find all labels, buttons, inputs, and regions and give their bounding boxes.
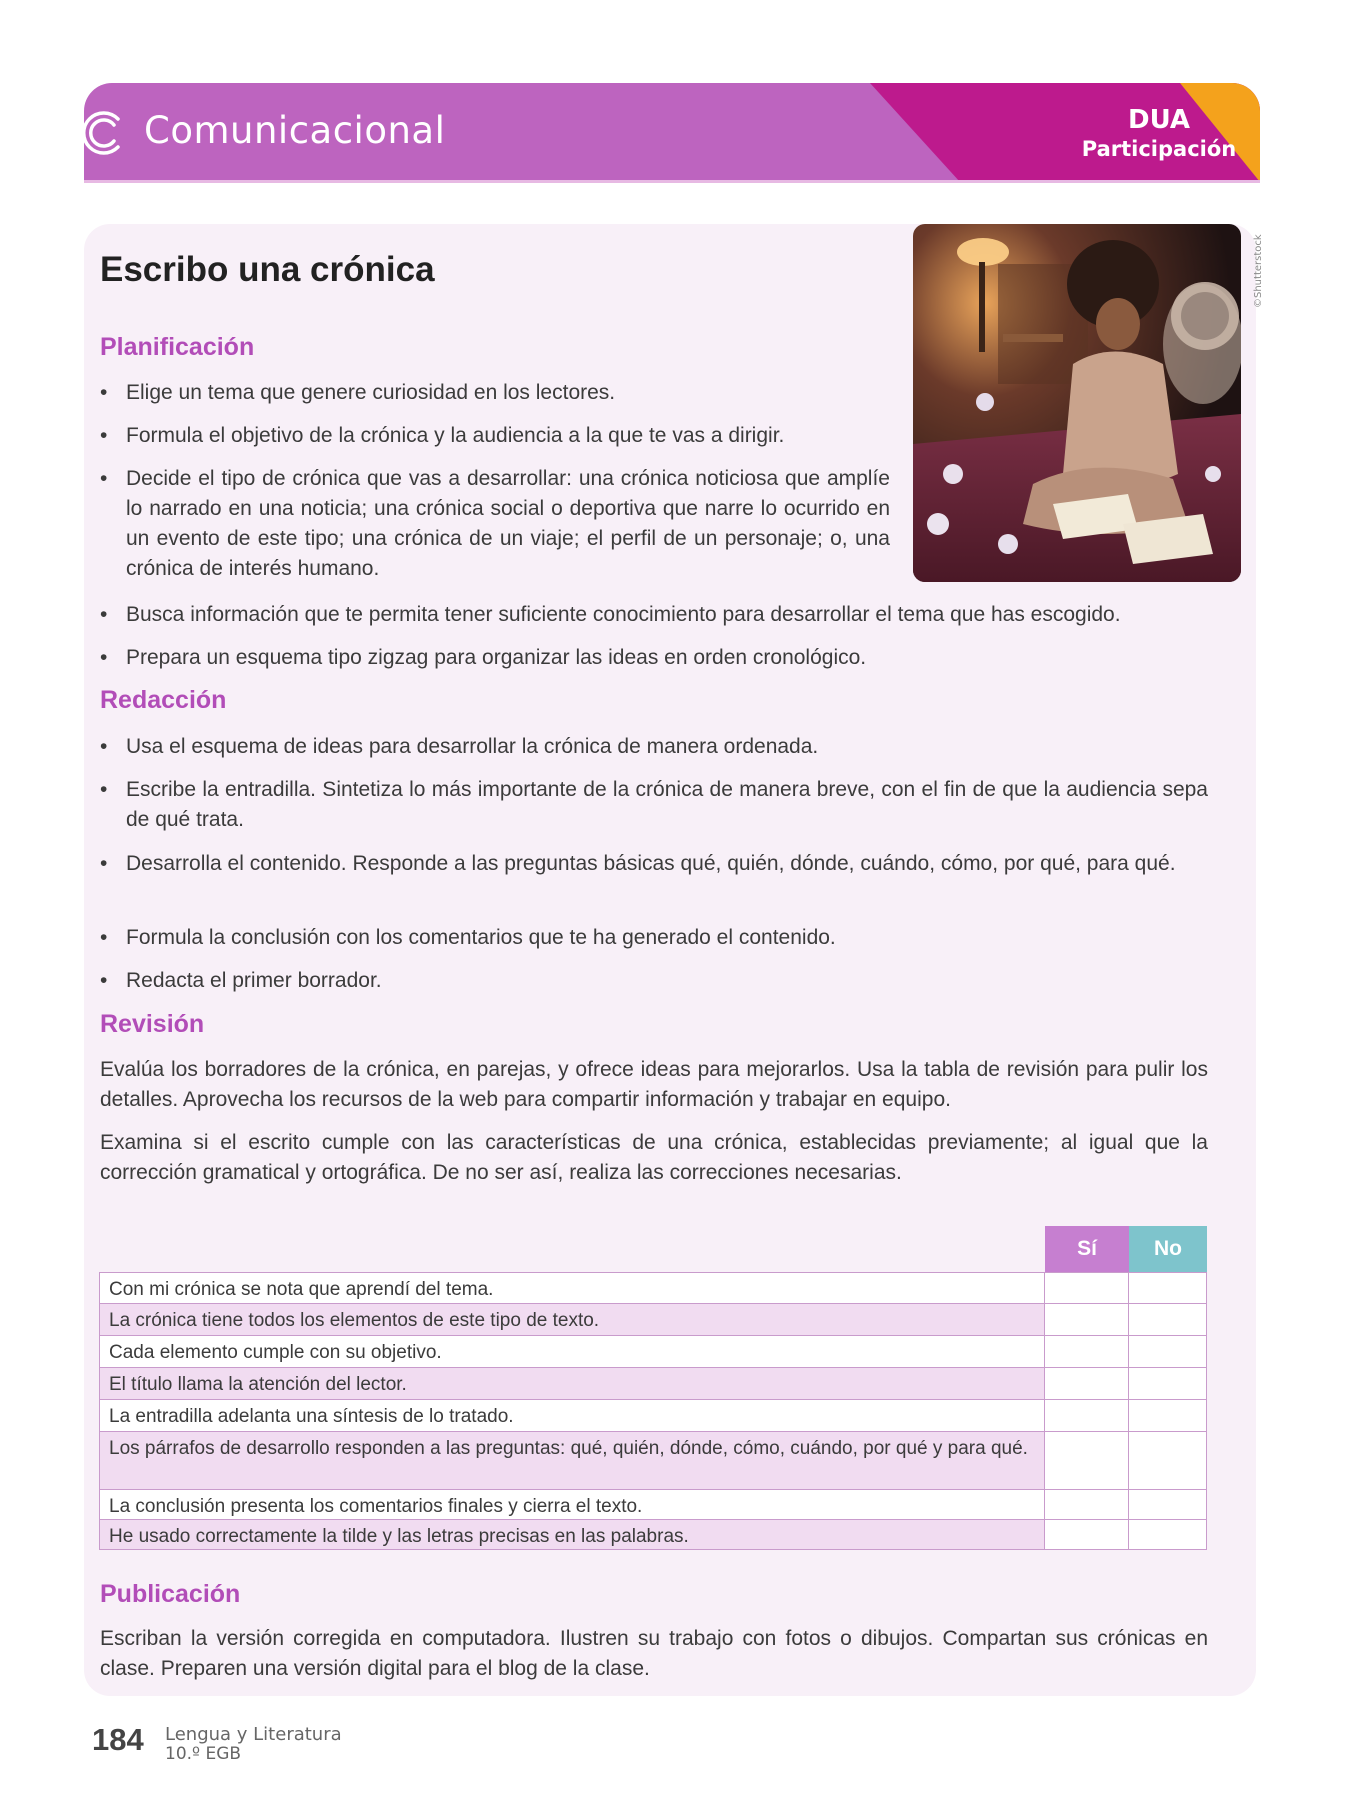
table-row: Los párrafos de desarrollo responden a las preguntas: qué, quién, dónde, cómo, cuándo, por qué y para qué. (99, 1432, 1207, 1490)
table-row: Cada elemento cumple con su objetivo. (99, 1336, 1207, 1368)
column-header-no: No (1129, 1226, 1207, 1272)
revision-paragraph-2: Examina si el escrito cumple con las características de una crónica, establecidas previamente; al igual que la corrección gramatical y ortográfica. De no ser así, realiza las correcciones necesarias. (100, 1131, 1208, 1184)
revision-paragraph-1: Evalúa los borradores de la crónica, en parejas, y ofrece ideas para mejorarlos. Usa la tabla de revisión para pulir los detalles. Aprovecha los recursos de la web para compartir información y trabajar en equipo. (100, 1058, 1208, 1111)
footer-grade: 10.º EGB (165, 1744, 242, 1764)
list-item: • Busca información que te permita tener suficiente conocimiento para desarrollar el tema que has escogido. (100, 603, 1121, 626)
checkbox-yes-cell[interactable] (1045, 1490, 1129, 1519)
section-banner (84, 83, 1260, 182)
publicacion-paragraph: Escriban la versión corregida en computadora. Ilustren su trabajo con fotos o dibujos. Compartan sus crónicas en clase. Preparen una versión digital para el blog de la clase. (100, 1627, 1208, 1680)
dua-sublabel: Participación (1081, 137, 1237, 161)
checkbox-yes-cell[interactable] (1045, 1336, 1129, 1367)
checkbox-no-cell[interactable] (1129, 1400, 1207, 1431)
heading-planificacion: Planificación (100, 333, 255, 361)
checkbox-yes-cell[interactable] (1045, 1432, 1129, 1489)
table-row: La conclusión presenta los comentarios finales y cierra el texto. (99, 1490, 1207, 1520)
table-row: El título llama la atención del lector. (99, 1368, 1207, 1400)
list-item: • Decide el tipo de crónica que vas a desarrollar: una crónica noticiosa que amplíe lo narrado en una noticia; una crónica social o deportiva que narre lo ocurrido en un evento de este tipo; una crónica de un viaje; el perfil de un personaje; o, una crónica de interés humano. (100, 467, 890, 580)
list-item: • Formula el objetivo de la crónica y la audiencia a la que te vas a dirigir. (100, 424, 785, 447)
list-item: • Elige un tema que genere curiosidad en los lectores. (100, 381, 616, 404)
list-item: • Escribe la entradilla. Sintetiza lo más importante de la crónica de manera breve, con el fin de que la audiencia sepa de qué trata. (100, 778, 1208, 831)
writing-girl-photo (913, 224, 1241, 582)
heading-revision: Revisión (100, 1010, 205, 1038)
heading-redaccion: Redacción (100, 686, 227, 714)
list-item: • Usa el esquema de ideas para desarrollar la crónica de manera ordenada. (100, 735, 819, 758)
checkbox-yes-cell[interactable] (1045, 1304, 1129, 1335)
table-row: He usado correctamente la tilde y las letras precisas en las palabras. (99, 1520, 1207, 1550)
list-item: • Redacta el primer borrador. (100, 969, 382, 992)
page-title: Escribo una crónica (100, 250, 435, 289)
checkbox-yes-cell[interactable] (1045, 1400, 1129, 1431)
table-row: La crónica tiene todos los elementos de este tipo de texto. (99, 1304, 1207, 1336)
heading-publicacion: Publicación (100, 1580, 241, 1608)
section-title: Comunicacional (144, 109, 446, 152)
checkbox-no-cell[interactable] (1129, 1432, 1207, 1489)
checkbox-no-cell[interactable] (1129, 1368, 1207, 1399)
checkbox-yes-cell[interactable] (1045, 1520, 1129, 1549)
checkbox-no-cell[interactable] (1129, 1520, 1207, 1549)
list-item: • Formula la conclusión con los comentarios que te ha generado el contenido. (100, 926, 836, 949)
banner-divider (84, 180, 1260, 183)
c-letter-icon (84, 105, 134, 161)
column-header-yes: Sí (1045, 1226, 1129, 1272)
checkbox-yes-cell[interactable] (1045, 1368, 1129, 1399)
checkbox-yes-cell[interactable] (1045, 1273, 1129, 1303)
checkbox-no-cell[interactable] (1129, 1273, 1207, 1303)
list-item: • Desarrolla el contenido. Responde a las preguntas básicas qué, quién, dónde, cuándo, cómo, por qué, para qué. (100, 852, 1176, 875)
checkbox-no-cell[interactable] (1129, 1304, 1207, 1335)
table-row: Con mi crónica se nota que aprendí del tema. (99, 1272, 1207, 1304)
checkbox-no-cell[interactable] (1129, 1490, 1207, 1519)
dua-label: DUA (1127, 105, 1191, 135)
photo-credit: ©Shutterstock (1253, 234, 1264, 308)
page-number: 184 (92, 1722, 144, 1757)
table-row: La entradilla adelanta una síntesis de lo tratado. (99, 1400, 1207, 1432)
checkbox-no-cell[interactable] (1129, 1336, 1207, 1367)
list-item: • Prepara un esquema tipo zigzag para organizar las ideas en orden cronológico. (100, 646, 867, 669)
footer-subject: Lengua y Literatura (165, 1724, 342, 1745)
